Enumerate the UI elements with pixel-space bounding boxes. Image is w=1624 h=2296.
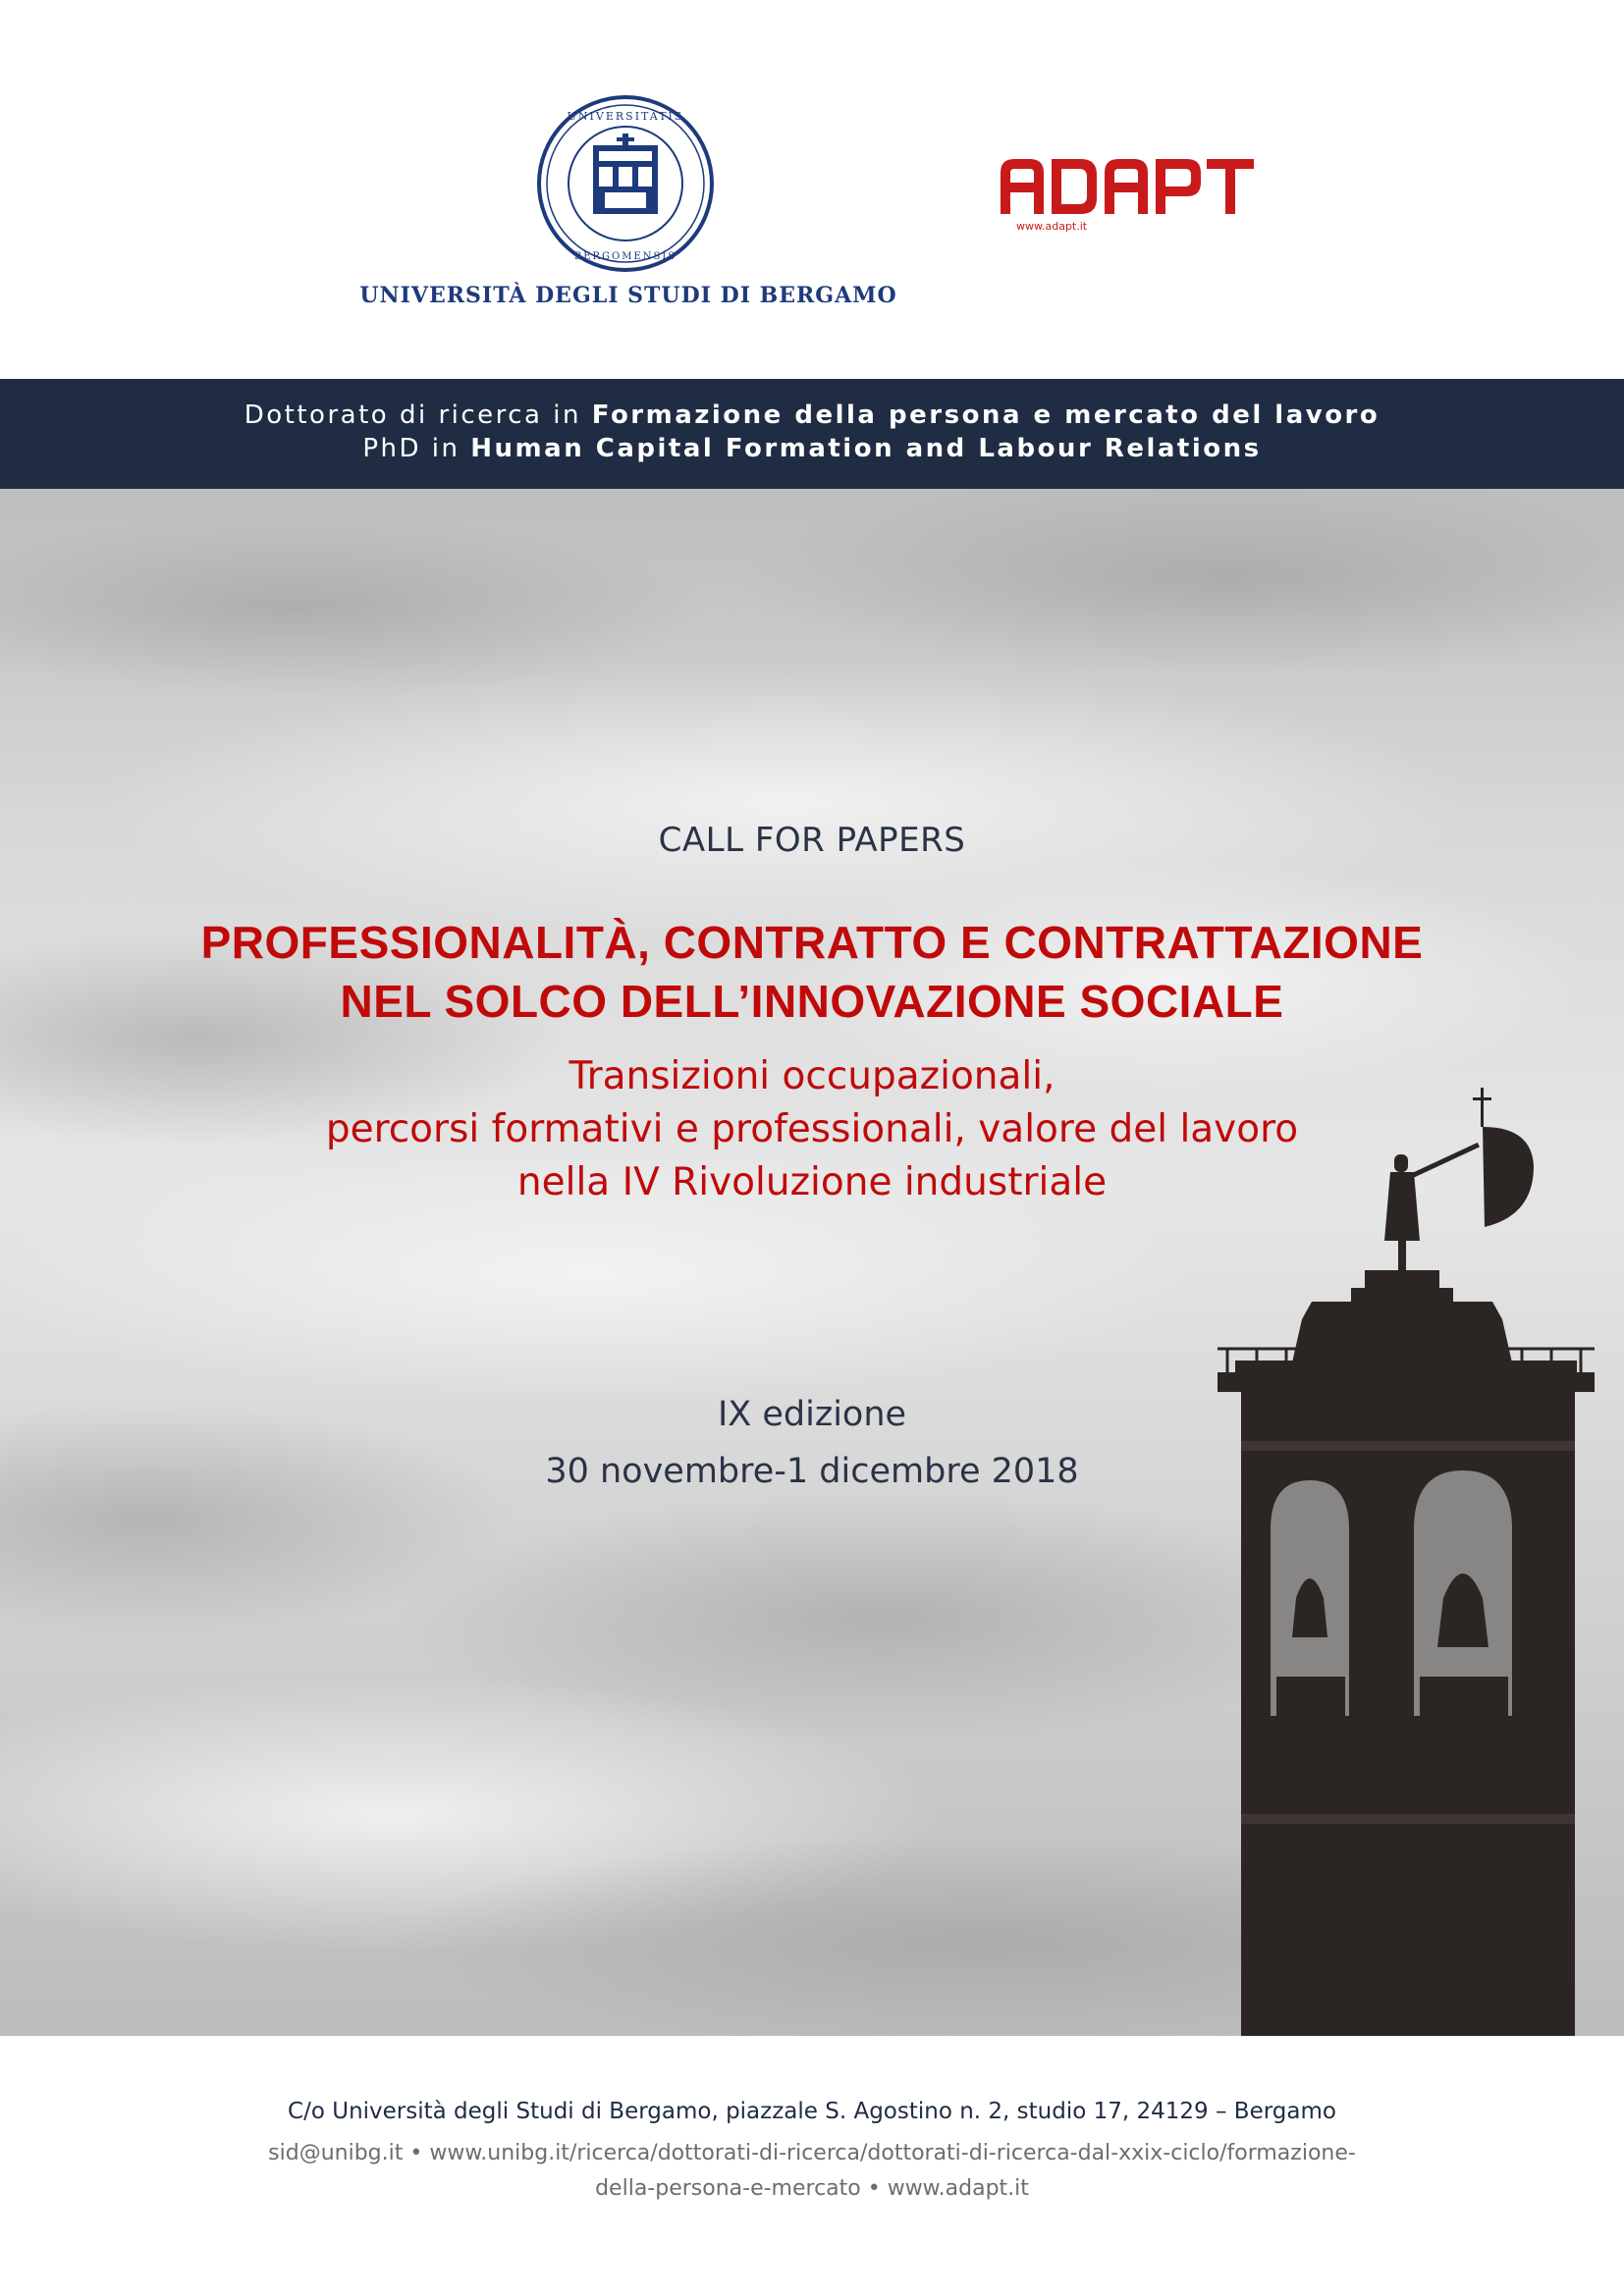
call-title-line-2: NEL SOLCO DELL’INNOVAZIONE SOCIALE (340, 976, 1284, 1027)
adapt-logo (997, 137, 1257, 236)
phd-italian-prefix: Dottorato di ricerca in (244, 400, 592, 430)
header (0, 0, 1624, 379)
phd-banner (0, 379, 1624, 489)
phd-english-prefix: PhD in (362, 434, 471, 463)
sky-bell-tower-photo (0, 489, 1624, 2036)
call-subtitle-line-3: nella IV Rivoluzione industriale (516, 1160, 1108, 1204)
call-for-papers-label: CALL FOR PAPERS (658, 821, 966, 860)
footer (0, 2036, 1624, 2296)
call-subtitle-line-2: percorsi formativi e professionali, valore del lavoro (325, 1107, 1299, 1151)
svg-text:UNIVERSITATIS: UNIVERSITATIS (567, 110, 684, 123)
footer-links-line-1: sid@unibg.it • www.unibg.it/ricerca/dottorati-di-ricerca/dottorati-di-ricerca-dal-xxix-ciclo/formazione- (268, 2141, 1356, 2165)
call-subtitle-line-1: Transizioni occupazionali, (568, 1054, 1056, 1098)
adapt-logo-url: www.adapt.it (1016, 220, 1088, 233)
event-dates: 30 novembre-1 dicembre 2018 (545, 1452, 1079, 1491)
footer-links-line-2: della-persona-e-mercato • www.adapt.it (595, 2176, 1029, 2201)
footer-contact-links (236, 2136, 1388, 2207)
bell-tower-icon (1218, 1068, 1624, 2036)
svg-text:BERGOMENSIS: BERGOMENSIS (573, 251, 677, 262)
edition-number: IX edizione (717, 1395, 907, 1434)
call-title (157, 913, 1467, 1031)
phd-italian-program: Formazione della persona e mercato del lavoro (591, 400, 1380, 430)
university-name: UNIVERSITÀ DEGLI STUDI DI BERGAMO (359, 283, 897, 308)
call-title-line-1: PROFESSIONALITÀ, CONTRATTO E CONTRATTAZIONE (200, 917, 1424, 968)
edition-info (157, 1386, 1467, 1500)
footer-address: C/o Università degli Studi di Bergamo, piazzale S. Agostino n. 2, studio 17, 24129 – Bergamo (288, 2099, 1336, 2124)
phd-line-italian (0, 379, 1624, 432)
university-seal-logo (536, 94, 715, 273)
phd-line-english (0, 432, 1624, 465)
phd-english-program: Human Capital Formation and Labour Relations (470, 434, 1262, 463)
call-subtitle (157, 1050, 1467, 1209)
